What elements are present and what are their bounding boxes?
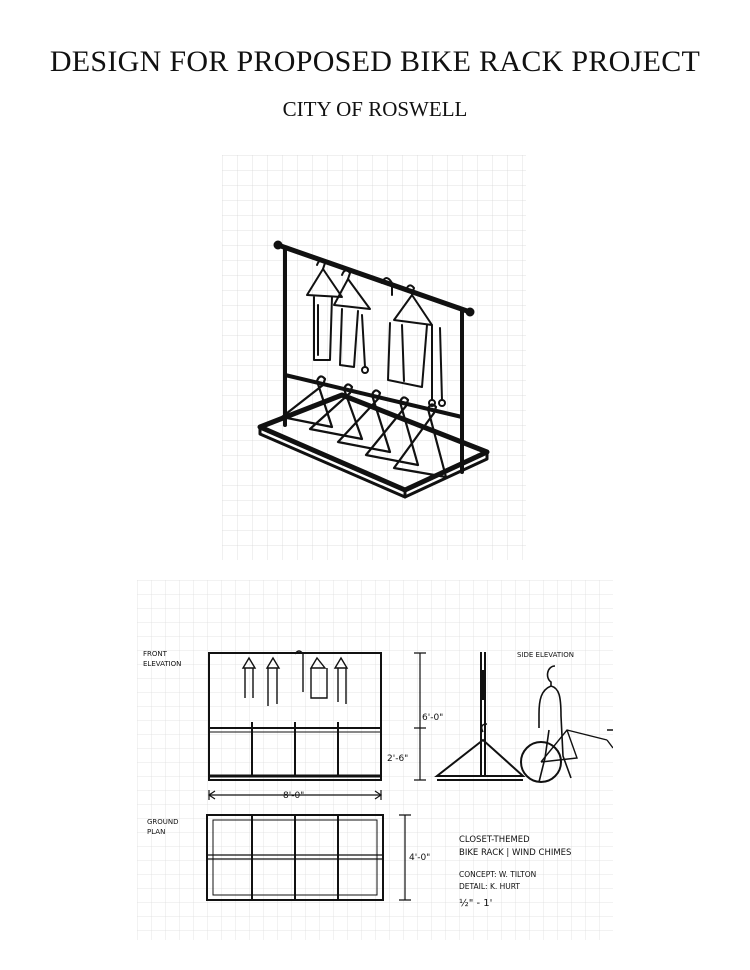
height-dimension-label: 6'-0": [422, 713, 444, 723]
notes-line-4: DETAIL: K. HURT: [459, 882, 521, 891]
page-subtitle: CITY OF ROSWELL: [282, 97, 468, 121]
perspective-sketch: [222, 155, 526, 560]
side-elevation-label: SIDE ELEVATION: [517, 651, 574, 659]
notes-line-2: BIKE RACK | WIND CHIMES: [459, 848, 572, 858]
lower-height-dimension-label: 2'-6": [387, 754, 409, 764]
front-elevation-label-line2: ELEVATION: [143, 660, 182, 668]
ground-plan-label-line2: PLAN: [147, 828, 166, 836]
width-dimension-label: 8'-0": [283, 791, 305, 801]
notes-line-1: CLOSET-THEMED: [459, 835, 530, 845]
scale-note: ½" - 1': [459, 898, 493, 909]
technical-drawings: [137, 580, 613, 940]
ground-plan-label-line1: GROUND: [147, 818, 179, 826]
depth-dimension-label: 4'-0": [409, 853, 431, 863]
front-elevation-label-line1: FRONT: [143, 650, 167, 658]
page-title: DESIGN FOR PROPOSED BIKE RACK PROJECT: [49, 45, 701, 78]
notes-line-3: CONCEPT: W. TILTON: [459, 870, 537, 879]
grid-paper: [222, 155, 526, 560]
